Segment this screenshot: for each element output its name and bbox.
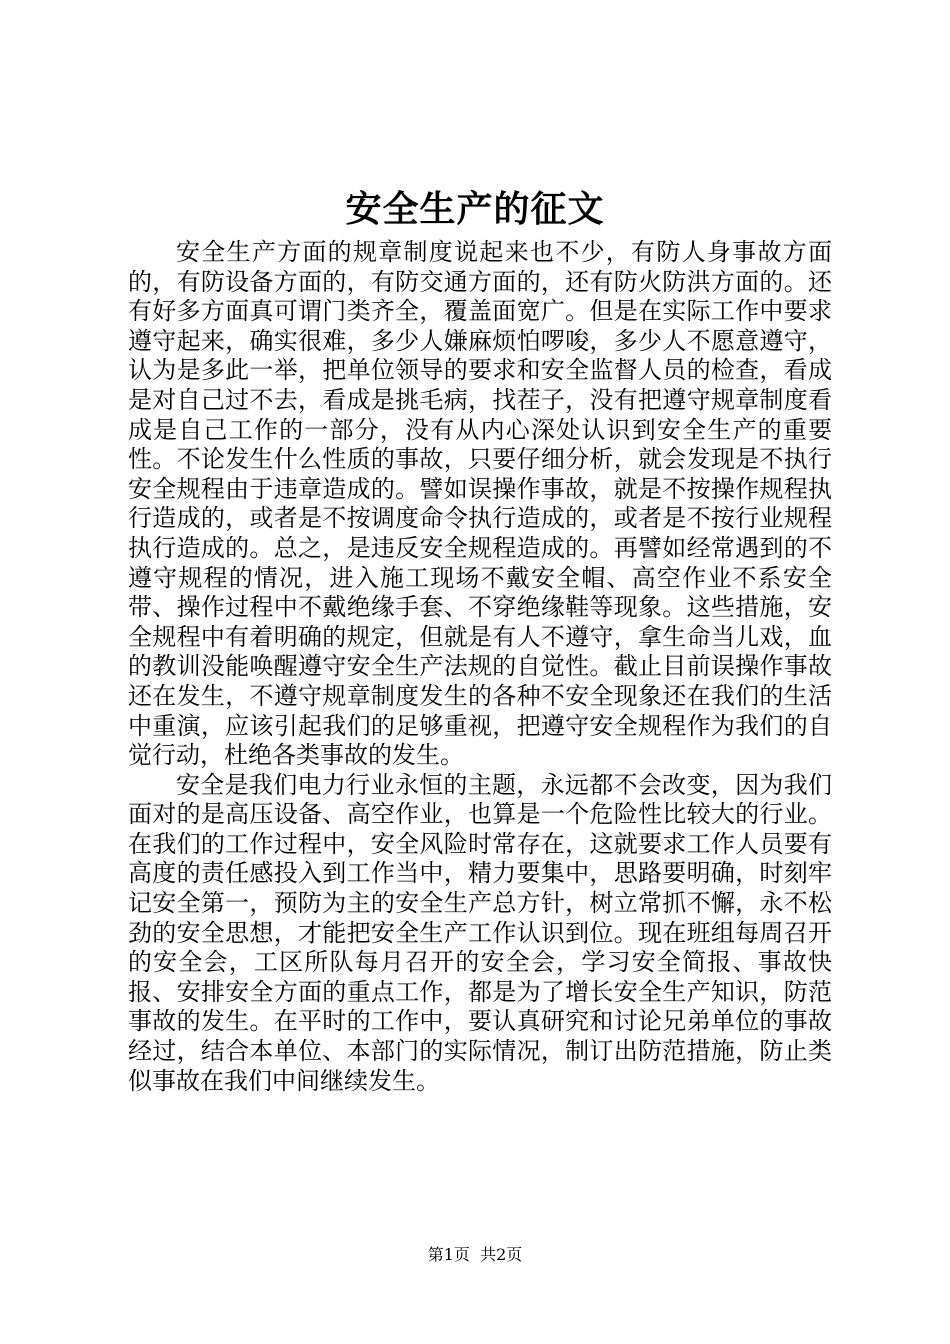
- page-number: 第1页 共2页: [427, 1245, 523, 1264]
- paragraph-2: 安全是我们电力行业永恒的主题，永远都不会改变，因为我们面对的是高压设备、高空作业，也算是一个危险性比较大的行业。在我们的工作过程中，安全风险时常存在，这就要求工作人员要有高度的责任感投入到工作当中，精力要集中，思路要明确，时刻牢记安全第一，预防为主的安全生产总方针，树立常抓不懈，永不松劲的安全思想，才能把安全生产工作认识到位。现在班组每周召开的安全会，工区所队每月召开的安全会，学习安全简报、事故快报、安排安全方面的重点工作，都是为了增长安全生产知识，防范事故的发生。在平时的工作中，要认真研究和讨论兄弟单位的事故经过，结合本单位、本部门的实际情况，制订出防范措施，防止类似事故在我们中间继续发生。: [128, 770, 832, 1095]
- page-footer: [0, 1244, 950, 1266]
- document-body: [128, 238, 832, 1096]
- paragraph-1: 安全生产方面的规章制度说起来也不少，有防人身事故方面的，有防设备方面的，有防交通方面的，还有防火防洪方面的。还有好多方面真可谓门类齐全，覆盖面宽广。但是在实际工作中要求遵守起来，确实很难，多少人嫌麻烦怕啰唆，多少人不愿意遵守，认为是多此一举，把单位领导的要求和安全监督人员的检查，看成是对自己过不去，看成是挑毛病，找茬子，没有把遵守规章制度看成是自己工作的一部分，没有从内心深处认识到安全生产的重要性。不论发生什么性质的事故，只要仔细分析，就会发现是不执行安全规程由于违章造成的。譬如误操作事故，就是不按操作规程执行造成的，或者是不按调度命令执行造成的，或者是不按行业规程执行造成的。总之，是违反安全规程造成的。再譬如经常遇到的不遵守规程的情况，进入施工现场不戴安全帽、高空作业不系安全带、操作过程中不戴绝缘手套、不穿绝缘鞋等现象。这些措施，安全规程中有着明确的规定，但就是有人不遵守，拿生命当儿戏，血的教训没能唤醒遵守安全生产法规的自觉性。截止目前误操作事故还在发生，不遵守规章制度发生的各种不安全现象还在我们的生活中重演，应该引起我们的足够重视，把遵守安全规程作为我们的自觉行动，杜绝各类事故的发生。: [128, 238, 832, 770]
- document-title: 安全生产的征文: [345, 188, 605, 230]
